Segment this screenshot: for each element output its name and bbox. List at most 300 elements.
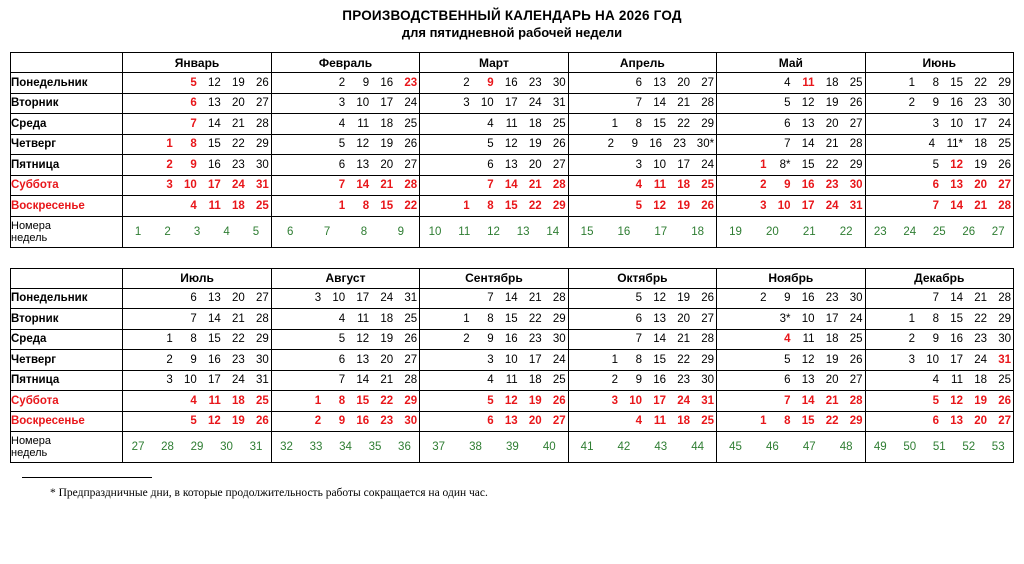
day-number: 24 (677, 394, 691, 407)
month-day-cell (271, 288, 419, 309)
month-day-cell (271, 411, 419, 432)
day-number: 11 (653, 179, 667, 192)
day-number: 26 (998, 158, 1011, 171)
title-main: ПРОИЗВОДСТВЕННЫЙ КАЛЕНДАРЬ НА 2026 ГОД (342, 8, 682, 23)
month-day-cell (420, 309, 568, 330)
weekday-row (11, 175, 1014, 196)
month-day-cell (123, 411, 271, 432)
week-number: 23 (873, 225, 887, 238)
month-name: Апрель (568, 53, 716, 73)
day-number: 4 (784, 76, 791, 89)
day-number: 21 (825, 394, 839, 407)
week-number: 32 (280, 441, 293, 453)
day-number-group (866, 292, 1013, 304)
day-number: 29 (552, 312, 566, 325)
month-name: Май (717, 53, 865, 73)
week-numbers-cell (865, 216, 1013, 247)
week-number: 4 (223, 225, 230, 238)
month-day-cell (123, 93, 271, 114)
month-day-cell (865, 73, 1013, 94)
month-day-cell (123, 391, 271, 412)
day-number: 26 (404, 138, 418, 151)
day-number: 13 (801, 374, 815, 387)
day-number-group (123, 118, 270, 130)
week-numbers-cell (123, 432, 271, 463)
day-number: 15 (380, 199, 394, 212)
day-number: 25 (404, 312, 418, 325)
week-number: 1 (134, 225, 142, 238)
day-number-group (569, 200, 716, 212)
day-number: 14 (356, 374, 370, 387)
week-number: 51 (932, 441, 946, 453)
day-number-group (272, 77, 419, 89)
month-day-cell (865, 175, 1013, 196)
day-number: 14 (950, 292, 963, 305)
day-number: 29 (998, 312, 1011, 325)
day-number-group (717, 395, 864, 407)
day-number: 21 (974, 199, 987, 212)
day-number: 26 (701, 199, 715, 212)
month-day-cell (123, 134, 271, 155)
day-number: 31 (998, 353, 1011, 366)
day-number: 4 (190, 199, 197, 212)
day-number: 13 (207, 97, 221, 110)
week-number: 11 (458, 225, 471, 238)
week-number: 14 (546, 225, 560, 238)
week-number: 47 (802, 441, 816, 453)
day-number: 2 (760, 292, 767, 305)
day-number: 30 (404, 415, 418, 428)
day-number: 24 (528, 97, 542, 110)
month-day-cell (568, 155, 716, 176)
day-number-group (569, 77, 716, 89)
day-number: 15 (504, 312, 518, 325)
week-numbers-cell (271, 216, 419, 247)
day-number-group (420, 333, 567, 345)
day-number: 17 (504, 97, 518, 110)
day-number: 12 (950, 158, 963, 171)
week-number: 30 (220, 441, 233, 453)
day-number: 7 (190, 117, 197, 130)
day-number-group (123, 138, 270, 150)
day-number-group (717, 159, 864, 171)
day-number: 18 (528, 374, 542, 387)
day-number-group (717, 333, 864, 345)
day-number: 16 (380, 76, 394, 89)
day-number: 9 (784, 292, 791, 305)
day-number: 19 (380, 138, 394, 151)
day-number: 5 (190, 76, 197, 89)
day-number: 17 (528, 353, 542, 366)
day-number: 26 (404, 333, 418, 346)
day-number-group (569, 97, 716, 109)
day-number: 16 (801, 292, 815, 305)
day-number: 1 (760, 415, 767, 428)
day-number: 17 (801, 199, 815, 212)
day-number: 28 (998, 199, 1011, 212)
day-number: 20 (380, 353, 394, 366)
month-day-cell (271, 309, 419, 330)
day-number: 2 (908, 97, 915, 110)
day-number-group (123, 292, 270, 304)
day-number: 3 (611, 394, 619, 407)
month-day-cell (123, 73, 271, 94)
day-number-group (272, 118, 419, 130)
day-number: 10 (183, 179, 197, 192)
calendar-half (10, 268, 1014, 464)
day-number: 23 (404, 76, 418, 89)
day-number: 2 (760, 179, 767, 192)
day-number: 24 (404, 97, 418, 110)
day-number: 24 (701, 158, 715, 171)
day-number: 20 (677, 76, 691, 89)
week-numbers-cell (568, 216, 716, 247)
week-number: 8 (360, 225, 368, 238)
week-number: 48 (839, 441, 853, 453)
day-number: 11 (208, 394, 221, 407)
day-number: 29 (255, 138, 269, 151)
week-number: 27 (991, 225, 1005, 238)
day-number: 21 (380, 179, 394, 192)
week-number: 6 (286, 225, 294, 238)
day-number-group (123, 97, 270, 109)
day-number: 10 (950, 117, 963, 130)
weekday-label: Воскресенье (11, 411, 123, 432)
day-number-group (866, 159, 1013, 171)
month-day-cell (271, 134, 419, 155)
day-number: 7 (932, 292, 939, 305)
day-number-group (272, 333, 419, 345)
day-number-group (123, 395, 270, 407)
month-day-cell (420, 196, 568, 217)
day-number: 25 (552, 374, 566, 387)
month-day-cell (717, 370, 865, 391)
calendar-table (10, 52, 1014, 248)
day-number: 15 (207, 138, 221, 151)
day-number: 16 (801, 179, 815, 192)
day-number-group (717, 200, 864, 212)
day-number: 19 (974, 158, 987, 171)
day-number: 1 (908, 76, 915, 89)
week-numbers-cell (865, 432, 1013, 463)
month-day-cell (865, 391, 1013, 412)
day-number: 7 (635, 333, 643, 346)
day-number: 18 (677, 415, 691, 428)
day-number: 1 (463, 199, 470, 212)
day-number: 15 (653, 353, 667, 366)
month-day-cell (865, 155, 1013, 176)
week-number: 38 (469, 441, 482, 453)
month-day-cell (568, 73, 716, 94)
day-number: 17 (677, 158, 691, 171)
day-number: 24 (825, 199, 839, 212)
month-day-cell (717, 93, 865, 114)
day-number-group (420, 354, 567, 366)
month-day-cell (865, 411, 1013, 432)
day-number: 11 (357, 312, 370, 325)
day-number: 9 (338, 415, 346, 428)
day-number: 18 (677, 179, 691, 192)
month-day-cell (123, 155, 271, 176)
day-number: 20 (677, 312, 691, 325)
day-number: 31 (701, 394, 715, 407)
day-number: 2 (338, 76, 346, 89)
month-day-cell (420, 155, 568, 176)
day-number: 5 (338, 333, 346, 346)
day-number: 22 (231, 333, 245, 346)
day-number: 11 (802, 333, 815, 346)
day-number: 8 (784, 415, 791, 428)
day-number: 23 (231, 353, 245, 366)
footnote-block (22, 477, 1024, 499)
day-number: 2 (463, 333, 470, 346)
day-number-group (717, 313, 864, 325)
day-number: 8 (338, 394, 346, 407)
month-day-cell (717, 175, 865, 196)
day-number: 14 (801, 394, 815, 407)
weekday-label: Пятница (11, 155, 123, 176)
month-day-cell (123, 370, 271, 391)
day-number: 6 (635, 76, 643, 89)
month-day-cell (123, 309, 271, 330)
day-number: 15 (950, 312, 963, 325)
day-number: 4 (190, 394, 197, 407)
day-number: 29 (552, 199, 566, 212)
day-number: 4 (635, 415, 643, 428)
month-day-cell (717, 391, 865, 412)
day-number: 6 (635, 312, 643, 325)
month-day-cell (123, 114, 271, 135)
month-name: Декабрь (865, 268, 1013, 288)
day-number: 27 (404, 353, 418, 366)
day-number: 28 (552, 292, 566, 305)
week-number: 37 (432, 441, 446, 453)
day-number: 11 (653, 415, 667, 428)
week-number: 39 (505, 441, 519, 453)
day-number: 13 (207, 292, 221, 305)
day-number: 4 (487, 117, 494, 130)
day-number-group (717, 292, 864, 304)
day-number: 6 (932, 179, 939, 192)
month-day-cell (271, 370, 419, 391)
day-number: 17 (653, 394, 667, 407)
day-number-group (866, 395, 1013, 407)
week-number: 3 (193, 225, 201, 238)
day-number: 26 (849, 353, 863, 366)
day-number: 25 (701, 415, 715, 428)
weekday-label: Суббота (11, 391, 123, 412)
day-number: 7 (487, 292, 494, 305)
day-number-group (866, 77, 1013, 89)
day-number: 11 (208, 199, 221, 212)
day-number: 17 (950, 353, 963, 366)
day-number: 11 (505, 374, 518, 387)
day-number: 23 (825, 292, 839, 305)
day-number-group (123, 333, 270, 345)
day-number: 25 (998, 138, 1011, 151)
day-number: 21 (380, 374, 394, 387)
day-number: 25 (552, 117, 566, 130)
day-number: 8 (190, 333, 197, 346)
day-number: 1 (463, 312, 470, 325)
weekday-label: Среда (11, 329, 123, 350)
day-number: 14 (950, 199, 963, 212)
month-day-cell (568, 93, 716, 114)
day-number: 10 (653, 158, 667, 171)
week-number: 15 (580, 225, 594, 238)
day-number: 8 (487, 312, 494, 325)
day-number: 4 (487, 374, 494, 387)
day-number: 23 (231, 158, 245, 171)
day-number: 11 (802, 76, 815, 89)
month-day-cell (865, 134, 1013, 155)
month-day-cell (123, 288, 271, 309)
day-number: 28 (998, 292, 1011, 305)
weekday-label: Четверг (11, 134, 123, 155)
day-number: 2 (166, 353, 173, 366)
day-number: 23 (677, 374, 691, 387)
month-day-cell (865, 114, 1013, 135)
day-number: 13 (504, 415, 518, 428)
day-number: 25 (998, 374, 1011, 387)
week-number: 36 (398, 441, 411, 453)
month-day-cell (568, 134, 716, 155)
day-number-group (123, 354, 270, 366)
day-number: 12 (356, 333, 370, 346)
month-day-cell (865, 329, 1013, 350)
day-number: 30 (552, 333, 566, 346)
day-number: 16 (950, 97, 963, 110)
day-number: 31 (255, 179, 269, 192)
month-name: Ноябрь (717, 268, 865, 288)
day-number: 27 (552, 415, 566, 428)
day-number: 7 (338, 179, 346, 192)
day-number-group (866, 333, 1013, 345)
day-number: 12 (653, 199, 667, 212)
month-day-cell (568, 175, 716, 196)
day-number-group (123, 77, 270, 89)
day-number: 16 (950, 333, 963, 346)
day-number: 10 (480, 97, 494, 110)
day-number-group (272, 313, 419, 325)
month-day-cell (271, 93, 419, 114)
day-number: 21 (231, 312, 245, 325)
day-number: 7 (635, 97, 643, 110)
week-number: 28 (161, 441, 174, 453)
day-number: 15 (801, 158, 815, 171)
day-number: 6 (784, 374, 791, 387)
weekday-row (11, 73, 1014, 94)
week-number: 10 (428, 225, 442, 238)
day-number-group (272, 179, 419, 191)
month-day-cell (271, 196, 419, 217)
day-number: 9 (362, 76, 370, 89)
day-number: 20 (231, 292, 245, 305)
day-number: 21 (677, 333, 691, 346)
day-number-group (420, 179, 567, 191)
weekday-row (11, 309, 1014, 330)
month-day-cell (568, 391, 716, 412)
day-number: 8 (932, 312, 939, 325)
day-number: 13 (653, 312, 667, 325)
month-day-cell (568, 288, 716, 309)
day-number: 10 (777, 199, 791, 212)
month-day-cell (865, 288, 1013, 309)
month-day-cell (420, 73, 568, 94)
week-number: 52 (962, 441, 976, 453)
weekday-row (11, 411, 1014, 432)
day-number: 17 (207, 179, 221, 192)
day-number: 4 (635, 179, 643, 192)
month-day-cell (568, 350, 716, 371)
day-number: 12 (653, 292, 667, 305)
day-number: 7 (932, 199, 939, 212)
day-number: 27 (849, 117, 863, 130)
week-number: 35 (368, 441, 382, 453)
day-number: 17 (207, 374, 221, 387)
month-day-cell (420, 175, 568, 196)
day-number: 3 (760, 199, 767, 212)
month-day-cell (717, 134, 865, 155)
day-number: 26 (255, 415, 269, 428)
day-number: 15 (504, 199, 518, 212)
month-name: Сентябрь (420, 268, 568, 288)
weekday-label: Понедельник (11, 288, 123, 309)
day-number: 28 (849, 138, 863, 151)
day-number: 19 (380, 333, 394, 346)
day-number: 20 (974, 415, 987, 428)
day-number: 21 (528, 179, 542, 192)
month-day-cell (271, 175, 419, 196)
day-number: 6 (932, 415, 939, 428)
day-number-group (272, 354, 419, 366)
day-number: 30 (849, 292, 863, 305)
day-number: 29 (701, 353, 715, 366)
day-number: 19 (974, 394, 987, 407)
day-number: 10 (926, 353, 939, 366)
day-number: 1 (611, 117, 619, 130)
day-number: 24 (849, 312, 863, 325)
day-number-group (866, 354, 1013, 366)
day-number: 30 (998, 97, 1011, 110)
day-number-group (123, 159, 270, 171)
month-header-row (11, 268, 1014, 288)
month-day-cell (568, 196, 716, 217)
week-number: 12 (487, 225, 500, 238)
day-number: 6 (338, 158, 346, 171)
corner-cell (11, 268, 123, 288)
day-number: 30* (696, 138, 715, 151)
month-name: Январь (123, 53, 271, 73)
day-number: 8 (635, 353, 643, 366)
day-number: 5 (338, 138, 346, 151)
week-number: 45 (729, 441, 742, 453)
day-number: 18 (231, 199, 245, 212)
day-number: 2 (611, 374, 619, 387)
day-number: 31 (552, 97, 566, 110)
day-number: 4 (932, 374, 939, 387)
day-number: 6 (190, 292, 197, 305)
day-number: 5 (932, 158, 939, 171)
day-number-group (866, 415, 1013, 427)
day-number: 21 (231, 117, 245, 130)
day-number: 28 (404, 179, 418, 192)
day-number: 14 (653, 333, 667, 346)
day-number: 15 (950, 76, 963, 89)
day-number: 31 (849, 199, 863, 212)
day-number: 27 (255, 292, 269, 305)
day-number: 4 (338, 312, 346, 325)
